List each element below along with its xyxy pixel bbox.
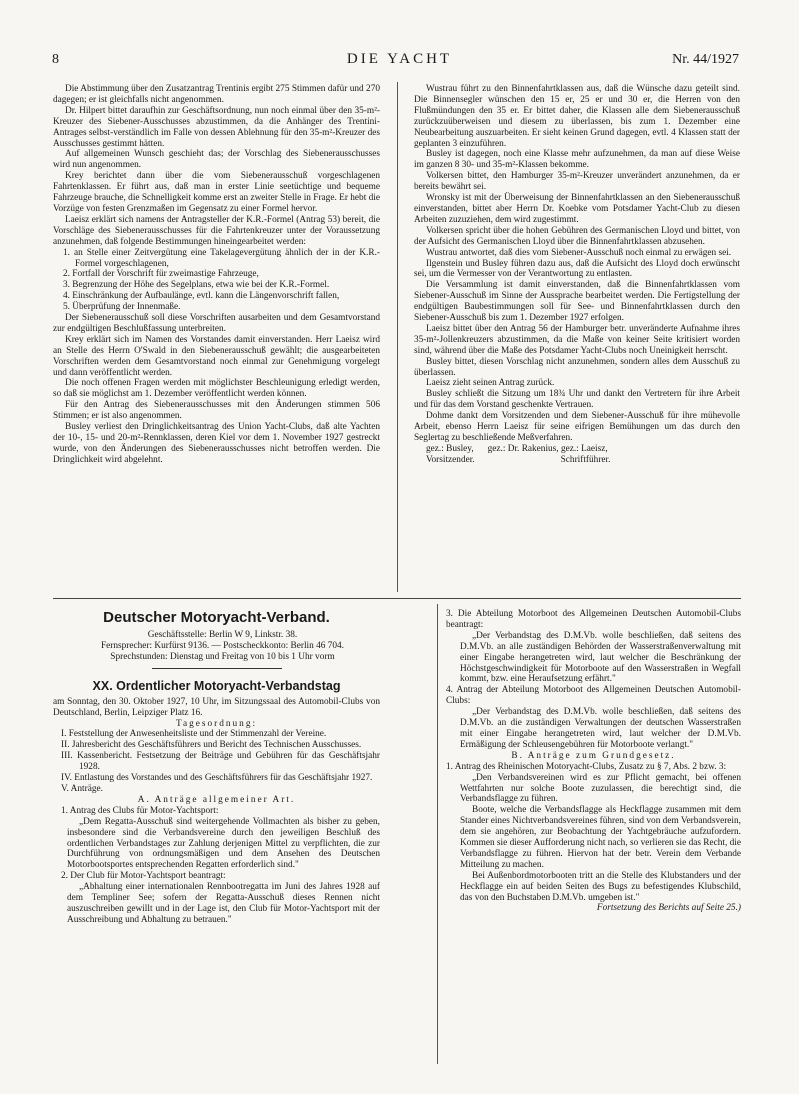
motion-text: „Der Verbandstag des D.M.Vb. wolle beschließen, daß seitens des D.M.Vb. an alle zuständigen Behörden der Wasserstraßenverwaltung mit einer Eingabe herangetreten wird, laut welcher die Beschränkung der Höchstgeschwindigkeit für Motorboote auf den Wasserstraßen in Wegfall kommt, bzw. eine Heraufsetzung erfährt." — [460, 630, 741, 685]
paragraph: Krey berichtet dann über die vom Siebenerausschuß vorgeschlagenen Fahrtenklassen. Er führt aus, daß man in erster Linie seetüchtige und bequeme Fahrzeuge brauche, die Schnelligkeit komme erst an zweiter Stelle in Frage. Er hebt die Vorzüge von festen Grenzmaßen im Gegensatz zu einer Formel hervor. — [53, 171, 380, 214]
paragraph: Krey erklärt sich im Namen des Vorstandes damit einverstanden. Herr Laeisz wird an Stelle des Herrn O'Swald in den Siebenerausschuß gewählt; die ausgearbeiteten Vorschriften werden dem Gesamtvorstand noch einmal zur Genehmigung vorgelegt und dann veröffentlicht werden. — [53, 334, 380, 378]
paragraph: Die Versammlung ist damit einverstanden, daß die Binnenfahrtklassen vom Siebener-Ausschuß im Sinne der Aussprache bearbeitet werden. Die Fertigstellung der endgültigen Baubestimmungen soll für See- und Binnenfahrtklassen durch den Siebener-Ausschuß bis zum 1. Dezember 1927 erfolgen. — [414, 280, 740, 324]
report-column-right — [414, 84, 740, 466]
motions-general-heading: A. Anträge allgemeiner Art. — [137, 794, 296, 805]
verband-column-right — [446, 609, 741, 914]
signature-line: gez.: Busley, gez.: Dr. Rakenius, gez.: Laeisz, — [426, 443, 608, 454]
paragraph: Die noch offenen Fragen werden mit möglichster Beschleunigung erledigt werden, so daß sie möglichst am 1. Dezember veröffentlicht werden können. — [53, 378, 380, 400]
paragraph: Laeisz erklärt sich namens der Antragsteller der K.R.-Formel (Antrag 53) bereit, die Vorschläge des Siebenerausschusses für die Fahrtenkreuzer unter der Voraussetzung anzunehmen, daß folgende Bestimmungen hineingearbeitet werden: — [53, 214, 380, 247]
paragraph: Busley ist dagegen, noch eine Klasse mehr aufzunehmen, da man auf diese Weise im ganzen 8 30- und 35-m²-Klassen bekomme. — [414, 149, 740, 171]
motion-heading: 1. Antrag des Rheinischen Motoryacht-Clubs, Zusatz zu § 7, Abs. 2 bzw. 3: — [446, 761, 727, 772]
paragraph: Laeisz bittet über den Antrag 56 der Hamburger betr. unveränderte Aufnahme ihres 35-m²-Jollenkreuzers abzustimmen, da die Maße von keiner Seite kritisiert worden sind, während über die Maße des Potsdamer Yacht-Clubs noch Uneinigkeit herrscht. — [414, 323, 740, 356]
verband-hours: Sprechstunden: Dienstag und Freitag von 10 bis 1 Uhr vorm — [110, 651, 335, 662]
paragraph: Für den Antrag des Siebenerausschusses mit den Änderungen stimmen 506 Stimmen; er ist also angenommen. — [53, 400, 380, 422]
paragraph: Auf allgemeinen Wunsch geschieht das; der Vorschlag des Siebenerausschusses wird nun angenommen. — [53, 149, 380, 171]
verbandstag-intro: am Sonntag, den 30. Oktober 1927, 10 Uhr, im Sitzungssaal des Automobil-Clubs von Deutschland, Berlin, Leipziger Platz 16. — [53, 696, 380, 718]
agenda-item: III. Kassenbericht. Festsetzung der Beiträge und Gebühren für das Geschäftsjahr 1928. — [61, 751, 380, 773]
column-divider-bottom — [437, 604, 438, 1064]
paragraph: Busley schließt die Sitzung um 18¾ Uhr und dankt den Vertretern für ihre Arbeit und für das dem Vorstand geschenkte Vertrauen. — [414, 389, 740, 411]
motion-text: Bei Außenbordmotorbooten tritt an die Stelle des Klubstanders und der Heckflagge ein auf beiden Seiten des Bugs zu befestigendes Klubschild, das von den Buchstaben D.M.Vb. umgeben ist." — [460, 870, 741, 903]
paragraph: Wustrau antwortet, daß dies vom Siebener-Ausschuß noch einmal zu erwägen sei. — [426, 247, 732, 258]
agenda-list — [53, 729, 380, 794]
report-column-left — [53, 84, 380, 466]
conditions-list — [53, 248, 380, 313]
agenda-heading: Tagesordnung: — [175, 718, 258, 729]
agenda-item: I. Feststellung der Anwesenheitsliste und der Stimmenzahl der Vereine. — [61, 729, 327, 740]
paragraph: Wustrau führt zu den Binnenfahrtklassen aus, daß die Wünsche dazu geteilt sind. Die Binnensegler wünschen den 15 er, 25 er und 30 er, die Herren von den Flußmündungen den 35 er. Er bittet daher, die Klassen alle dem Siebenerausschuß zurückzuüberweisen und diesem zu überlassen, bis zum 1. Dezember eine Neubearbeitung auszuarbeiten. Er sieht keinen Grund dagegen, evtl. 4 Klassen statt der geplanten 3 einzuführen. — [414, 84, 740, 149]
list-item: 4. Einschränkung der Aufbaulänge, evtl. kann die Längenvorschrift fallen, — [63, 291, 340, 302]
motion-text: „Abhaltung einer internationalen Rennbootregatta im Juni des Jahres 1928 auf dem Templiner See; sofern der Regatta-Ausschuß dieses Rennen nicht auszuschreiben gewillt und in der Lage ist, den Club für Motor-Yachtsport mit der Ausschreibung und Abhaltung zu betrauen." — [67, 882, 380, 925]
agenda-item: II. Jahresbericht des Geschäftsführers und Bericht des Technischen Ausschusses. — [61, 740, 362, 751]
paragraph: Die Abstimmung über den Zusatzantrag Trentinis ergibt 275 Stimmen dafür und 270 dagegen; er ist gleichfalls nicht angenommen. — [53, 84, 380, 105]
verbandstag-title: XX. Ordentlicher Motoryacht-Verbandstag — [92, 678, 341, 693]
page-header — [0, 52, 799, 72]
paragraph: Busley bittet, diesen Vorschlag nicht anzunehmen, sondern alles dem Ausschuß zu überlassen. — [414, 356, 740, 378]
divider — [152, 668, 282, 669]
publication-title: DIE YACHT — [346, 51, 453, 67]
paragraph: Volkersen bittet, den Hamburger 35-m²-Kreuzer unverändert anzunehmen, da er bereits bewährt sei. — [414, 171, 740, 193]
section-divider — [53, 598, 741, 599]
continuation-note: Fortsetzung des Berichts auf Seite 25.) — [596, 903, 741, 914]
motion-heading: 3. Die Abteilung Motorboot des Allgemeinen Deutschen Automobil-Clubs beantragt: — [446, 609, 741, 630]
motion-heading: 2. Der Club für Motor-Yachtsport beantragt: — [61, 871, 226, 882]
motion-text: „Den Verbandsvereinen wird es zur Pflicht gemacht, bei offenen Wettfahrten nur solche Boote zuzulassen, die berechtigt sind, die Verbandsflagge zu führen. — [460, 772, 741, 805]
paragraph: Dohme dankt dem Vorsitzenden und dem Siebener-Ausschuß für ihre mühevolle Arbeit, ebenso Herrn Laeisz für seine eifrigen Bemühungen um das durch den Seglertag zu beschließende Meßverfahren. — [414, 411, 740, 443]
list-item: 1. an Stelle einer Zeitvergütung eine Takelagevergütung ähnlich der in der K.R.-Formel vorgeschlagenen, — [63, 247, 380, 269]
list-item: 5. Überprüfung der Innenmaße. — [63, 302, 181, 313]
list-item: 2. Fortfall der Vorschrift für zweimastige Fahrzeuge, — [63, 269, 259, 280]
verband-column-left — [53, 609, 380, 926]
list-item: 3. Begrenzung der Höhe des Segelplans, etwa wie bei der K.R.-Formel. — [63, 280, 330, 291]
motion-heading: 4. Antrag der Abteilung Motorboot des Allgemeinen Deutschen Automobil-Clubs: — [446, 685, 741, 707]
motion-text: Boote, welche die Verbandsflagge als Heckflagge zusammen mit dem Stander eines Nichtverbandsvereines führen, sind von dem Verbandsverein, dem sie angehören, zur Beobachtung der Yachtgebräuche aufzufordern. Kommen sie dieser Aufforderung nicht nach, so verlieren sie das Recht, die Verbandsflagge zu führen. Hiervon hat der betr. Verein dem Verbande Mitteilung zu machen. — [460, 805, 741, 870]
paragraph: Volkersen spricht über die hohen Gebühren des Germanischen Lloyd und bittet, von der Aufsicht des Germanischen Lloyd über die Binnenfahrtklassen abzusehen. — [414, 225, 740, 247]
verband-office: Geschäftsstelle: Berlin W 9, Linkstr. 38. — [147, 630, 298, 640]
motions-statute-heading: B. Anträge zum Grundgesetz. — [511, 750, 676, 761]
paragraph: Wronsky ist mit der Überweisung der Binnenfahrtklassen an den Siebenerausschuß einverstanden, bittet aber Herrn Dr. Koebke vom Potsdamer Yacht-Club zu diesen Arbeiten zuzuziehen, dem wird zugestimmt. — [414, 193, 740, 225]
verband-phone: Fernsprecher: Kurfürst 9136. — Postscheckkonto: Berlin 46 704. — [101, 640, 344, 651]
motion-text: „Der Verbandstag des D.M.Vb. wolle beschließen, daß seitens des D.M.Vb. an die zuständigen Verwaltungen der deutschen Wasserstraßen mit einer Eingabe herangetreten wird, laut welcher der D.M.Vb. Ermäßigung der Schleusengebühren für Motorboote verlangt." — [460, 707, 741, 750]
paragraph: Laeisz zieht seinen Antrag zurück. — [426, 378, 555, 389]
column-divider-top — [397, 82, 398, 592]
paragraph: Dr. Hilpert bittet daraufhin zur Geschäftsordnung, nun noch einmal über den 35-m²-Kreuzer des Siebener-Ausschusses abzustimmen, da die Anhänger des Trentini-Antrages selbst-verständlich im Falle von dessen Ablehnung für den 35-m²-Kreuzer des Ausschusses gestimmt hätten. — [53, 105, 380, 149]
paragraph: Der Siebenerausschuß soll diese Vorschriften ausarbeiten und dem Gesamtvorstand zur endgültigen Beschlußfassung unterbreiten. — [53, 313, 380, 334]
page-number: 8 — [52, 52, 59, 67]
agenda-item: IV. Entlastung des Vorstandes und des Geschäftsführers für das Geschäftsjahr 1927. — [61, 773, 373, 784]
motion-heading: 1. Antrag des Clubs für Motor-Yachtsport: — [61, 805, 219, 816]
agenda-item: V. Anträge. — [61, 783, 103, 794]
issue-number: Nr. 44/1927 — [672, 52, 739, 67]
motion-text: „Dem Regatta-Ausschuß sind weitergehende Vollmachten als bisher zu geben, insbesondere sind die Verbandsvereine durch den jeweiligen Beschluß des ordentlichen Verbandstages zur Zahlung derjenigen Mittel zu verpflichten, die zur Durchführung von ordnungsmäßigen und dem Ansehen des Deutschen Motorbootsportes entsprechenden Regatten erforderlich sind." — [67, 816, 380, 871]
signature-roles: Vorsitzender. Schriftführer. — [426, 454, 611, 465]
paragraph: Ilgenstein und Busley führen dazu aus, daß die Aufsicht des Lloyd doch erwünscht sei, um die Vermesser von der Verantwortung zu entlasten. — [414, 258, 740, 280]
verband-title: Deutscher Motoryacht-Verband. — [103, 609, 330, 626]
paragraph: Busley verliest den Dringlichkeitsantrag des Union Yacht-Clubs, daß alte Yachten der 10-, 15- und 20-m²-Rennklassen, deren Kiel vor dem 1. November 1927 gestreckt wurde, von den Änderungen des Siebenerausschusses nicht betroffen werden. Die Dringlichkeit wird abgelehnt. — [53, 422, 380, 465]
